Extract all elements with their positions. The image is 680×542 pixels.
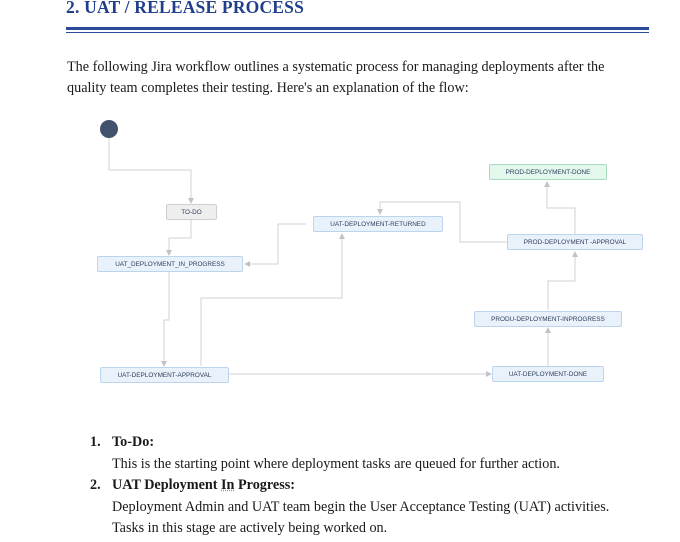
connector-start-todo: [109, 138, 191, 203]
step-item-uat-in-progress: [90, 475, 660, 540]
connector-todo-inprogress: [169, 220, 191, 255]
step-title: [112, 475, 660, 497]
connector-prodapproval-proddone: [547, 182, 575, 234]
heading-rule-thick: [66, 27, 649, 30]
status-uat-deployment-in-progress: UAT_DEPLOYMENT_IN_PROGRESS: [97, 256, 243, 272]
status-uat-deployment-approval: UAT-DEPLOYMENT-APPROVAL: [100, 367, 229, 383]
status-prod-deployment-approval: PROD-DEPLOYMENT -APPROVAL: [507, 234, 643, 250]
connector-prodinprogress-prodapproval: [548, 252, 575, 310]
step-title-part: Progress:: [234, 477, 295, 493]
connector-inprogress-approval: [164, 272, 169, 366]
status-uat-deployment-returned: UAT-DEPLOYMENT-RETURNED: [313, 216, 443, 232]
status-prod-deployment-done: PROD-DEPLOYMENT-DONE: [489, 164, 607, 180]
intro-line-2: quality team completes their testing. Here's an explanation of the flow:: [67, 80, 469, 96]
steps-list: [90, 432, 660, 540]
step-number: 2.: [90, 477, 101, 493]
heading-rule-thin: [66, 32, 649, 33]
status-todo: TO-DO: [166, 204, 217, 220]
intro-paragraph: [67, 57, 657, 99]
step-title-part: UAT Deployment: [112, 477, 222, 493]
workflow-start-node: [100, 120, 118, 138]
step-number: 1.: [90, 434, 101, 450]
step-description: This is the starting point where deployment tasks are queued for further action.: [112, 455, 560, 472]
status-uat-deployment-done: UAT-DEPLOYMENT-DONE: [492, 366, 604, 382]
step-title: To-Do:: [112, 434, 155, 450]
step-description: Tasks in this stage are actively being worked on.: [112, 520, 388, 536]
connector-approval-returned: [201, 234, 342, 366]
step-item-todo: [90, 432, 660, 475]
step-description: Deployment Admin and UAT team begin the User Acceptance Testing (UAT) activities.: [112, 498, 610, 515]
section-title: UAT / RELEASE PROCESS: [84, 0, 305, 17]
status-prod-deployment-in-progress: PRODU-DEPLOYMENT-INPROGRESS: [474, 311, 622, 327]
intro-line-1: The following Jira workflow outlines a systematic process for managing deployments after the: [67, 59, 605, 75]
section-number: 2.: [66, 0, 80, 17]
connector-returned-inprogress: [245, 224, 306, 264]
step-title-underlined: In: [221, 477, 235, 493]
section-heading: [66, 0, 304, 18]
